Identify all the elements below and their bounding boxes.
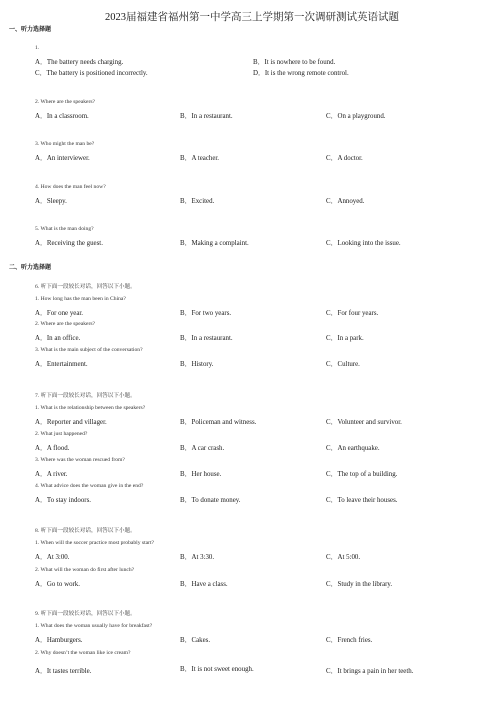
option-a: A．A river.	[35, 471, 68, 478]
option-a: A．Reporter and villager.	[35, 419, 107, 426]
option-c: C．The top of a building.	[326, 471, 398, 478]
option-b: B．It is not sweet enough.	[180, 666, 254, 673]
group-intro: 8. 听下面一段较长对话，回答以下小题。	[35, 528, 136, 534]
option-a: A．Hamburgers.	[35, 637, 83, 644]
page-title: 2023届福建省福州第一中学高三上学期第一次调研测试英语试题	[105, 12, 399, 23]
option-a: A．Entertainment.	[35, 361, 88, 368]
option-c: C．Annoyed.	[326, 198, 365, 205]
question-stem: 1. How long has the man been in China?	[35, 296, 126, 302]
option-c: C．The battery is positioned incorrectly.	[35, 70, 148, 77]
option-b: B．Have a class.	[180, 581, 228, 588]
option-b: B．In a restaurant.	[180, 335, 233, 342]
group-intro: 9. 听下面一段较长对话，回答以下小题。	[35, 611, 136, 617]
option-c: C．To leave their houses.	[326, 497, 398, 504]
question-stem: 2. Why doesn’t the woman like ice cream?	[35, 650, 131, 656]
question-stem: 3. Who might the man be?	[35, 141, 95, 147]
option-b: B．Her house.	[180, 471, 222, 478]
question-stem: 2. Where are the speakers?	[35, 321, 95, 327]
option-b: B．It is nowhere to be found.	[253, 59, 336, 66]
option-c: C．A doctor.	[326, 155, 363, 162]
option-a: A．At 3:00.	[35, 554, 70, 561]
option-a: A．The battery needs charging.	[35, 59, 124, 66]
question-stem: 5. What is the man doing?	[35, 226, 94, 232]
question-stem: 1. When will the soccer practice most probably start?	[35, 540, 155, 546]
option-a: A．To stay indoors.	[35, 497, 91, 504]
option-c: C．Culture.	[326, 361, 360, 368]
option-c: C．On a playground.	[326, 113, 386, 120]
option-b: B．History.	[180, 361, 214, 368]
option-a: A．Go to work.	[35, 581, 80, 588]
option-b: B．Cakes.	[180, 637, 211, 644]
section-heading-1: 一、听力选择题	[9, 27, 52, 33]
option-c: C．For four years.	[326, 310, 379, 317]
option-a: A．For one year.	[35, 310, 84, 317]
option-a: A．In a classroom.	[35, 113, 89, 120]
option-c: C．Volunteer and survivor.	[326, 419, 402, 426]
option-b: B．At 3:30.	[180, 554, 215, 561]
option-a: A．Receiving the guest.	[35, 240, 103, 247]
option-a: A．It tastes terrible.	[35, 668, 92, 675]
option-b: B．Excited.	[180, 198, 215, 205]
question-stem: 2. What will the woman do first after lunch?	[35, 567, 135, 573]
option-c: C．In a park.	[326, 335, 364, 342]
option-b: B．In a restaurant.	[180, 113, 233, 120]
option-c: C．An earthquake.	[326, 445, 380, 452]
question-number: 1.	[35, 45, 40, 51]
question-stem: 1. What is the relationship between the speakers?	[35, 405, 146, 411]
section-heading-2: 二、听力选择题	[9, 265, 52, 271]
option-b: B．Policeman and witness.	[180, 419, 257, 426]
option-b: B．A car crash.	[180, 445, 225, 452]
question-stem: 2. What just happened?	[35, 431, 88, 437]
group-intro: 6. 听下面一段较长对话，回答以下小题。	[35, 284, 136, 290]
option-a: A．An interviewer.	[35, 155, 90, 162]
option-c: C．It brings a pain in her teeth.	[326, 668, 414, 675]
option-b: B．For two years.	[180, 310, 232, 317]
option-c: C．Study in the library.	[326, 581, 393, 588]
question-stem: 4. What advice does the woman give in the end?	[35, 483, 144, 489]
option-c: C．French fries.	[326, 637, 373, 644]
option-b: B．To donate money.	[180, 497, 241, 504]
question-stem: 1. What does the woman usually have for breakfast?	[35, 623, 153, 629]
question-stem: 3. What is the main subject of the conversation?	[35, 347, 143, 353]
question-stem: 2. Where are the speakers?	[35, 99, 95, 105]
group-intro: 7. 听下面一段较长对话，回答以下小题。	[35, 393, 136, 399]
option-b: B．Making a complaint.	[180, 240, 249, 247]
option-c: C．Looking into the issue.	[326, 240, 401, 247]
option-a: A．A flood.	[35, 445, 70, 452]
option-a: A．In an office.	[35, 335, 81, 342]
question-stem: 3. Where was the woman rescued from?	[35, 457, 125, 463]
option-a: A．Sleepy.	[35, 198, 67, 205]
question-stem: 4. How does the man feel now?	[35, 184, 106, 190]
option-c: C．At 5:00.	[326, 554, 361, 561]
option-d: D．It is the wrong remote control.	[253, 70, 349, 77]
option-b: B．A teacher.	[180, 155, 220, 162]
